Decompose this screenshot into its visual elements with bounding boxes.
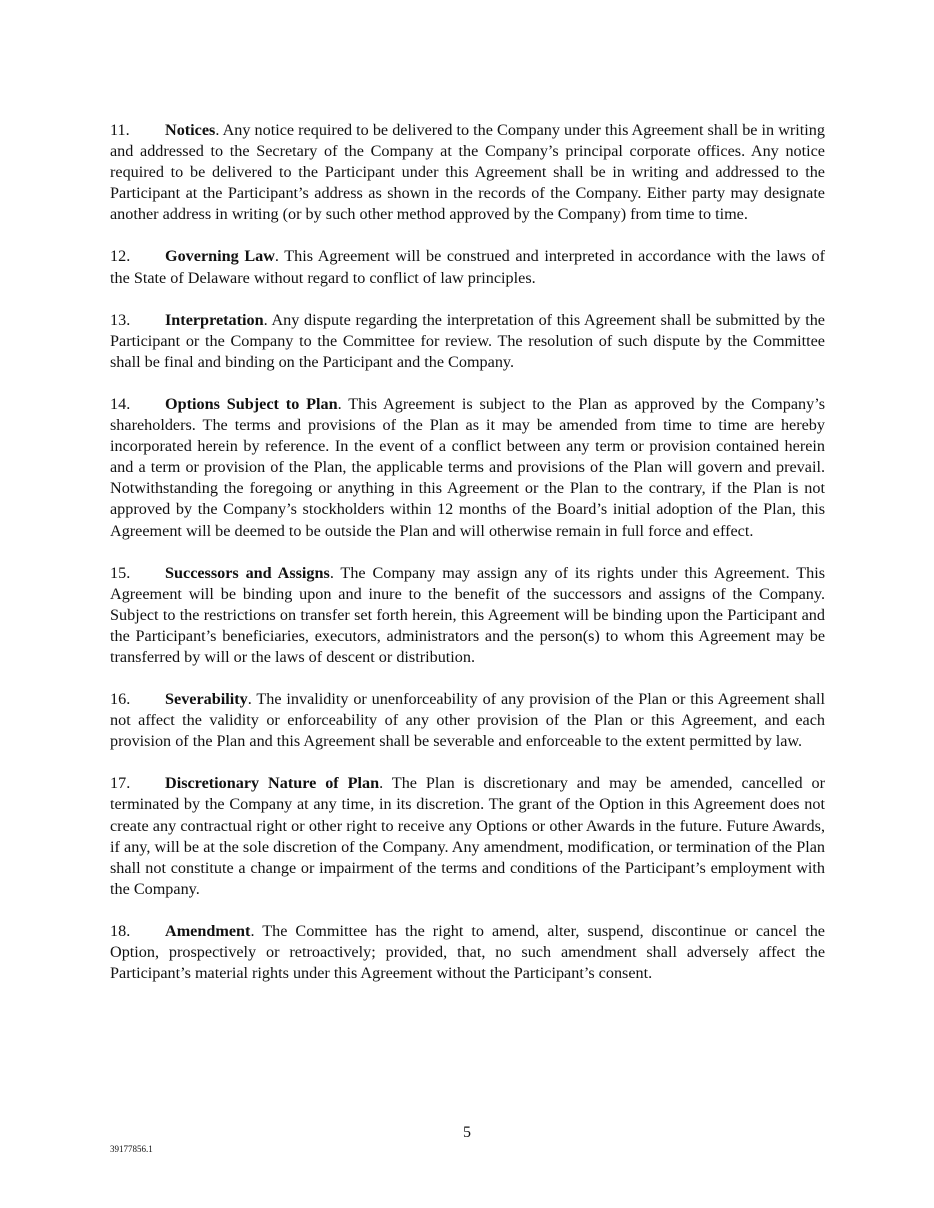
section-text: . This Agreement will be construed and interpreted in accordance with the laws of the State of Delaware without regard to conflict of law principles. bbox=[110, 247, 826, 287]
section-number: 18. bbox=[110, 921, 131, 940]
section-interpretation bbox=[110, 310, 825, 373]
section-governing-law bbox=[110, 246, 825, 288]
section-successors-and-assigns bbox=[110, 563, 825, 668]
section-text: . This Agreement is subject to the Plan as approved by the Company’s shareholders. The terms and provisions of the Plan as it may be amended from time to time are hereby incorporated herein by reference. In the event of a conflict between any term or provision contained herein and a term or provision of the Plan, the applicable terms and provisions of the Plan will govern and prevail. Notwithstanding the foregoing or anything in this Agreement or the Plan to the contrary, if the Plan is not approved by the Company’s stockholders within 12 months of the Board’s initial adoption of the Plan, this Agreement will be deemed to be outside the Plan and will otherwise remain in full force and effect. bbox=[110, 394, 825, 540]
section-text: . Any dispute regarding the interpretation of this Agreement shall be submitted by the Participant or the Company to the Committee for review. The resolution of such dispute by the Committee shall be final and binding on the Participant and the Company. bbox=[110, 310, 825, 371]
section-number: 15. bbox=[110, 563, 131, 582]
section-title: Successors and Assigns bbox=[165, 563, 330, 582]
section-title: Interpretation bbox=[165, 310, 264, 329]
section-number: 11. bbox=[110, 121, 130, 139]
section-severability bbox=[110, 689, 825, 752]
section-title: Notices bbox=[165, 121, 216, 139]
section-text: . The invalidity or unenforceability of any provision of the Plan or this Agreement shall not affect the validity or enforceability of any other provision of the Plan or this Agreement, and each provision of the Plan and this Agreement shall be severable and enforceable to the extent permitted by law. bbox=[110, 690, 825, 751]
document-id: 39177856.1 bbox=[110, 1144, 153, 1154]
section-text: . The Company may assign any of its rights under this Agreement. This Agreement will be binding upon and inure to the benefit of the successors and assigns of the Company. Subject to the restrictions on transfer set forth herein, this Agreement will be binding upon the Participant and the Participant’s beneficiaries, executors, administrators and the person(s) to whom this Agreement may be transferred by will or the laws of descent or distribution. bbox=[110, 563, 826, 666]
section-title: Options Subject to Plan bbox=[165, 394, 338, 413]
section-discretionary-nature-of-plan bbox=[110, 773, 825, 900]
section-title: Severability bbox=[165, 690, 248, 709]
section-number: 12. bbox=[110, 247, 131, 266]
section-number: 17. bbox=[110, 774, 131, 793]
section-title: Discretionary Nature of Plan bbox=[165, 774, 380, 793]
page-number: 5 bbox=[463, 1124, 471, 1141]
section-amendment bbox=[110, 921, 825, 984]
section-title: Governing Law bbox=[165, 247, 275, 266]
section-options-subject-to-plan bbox=[110, 394, 825, 542]
section-number: 13. bbox=[110, 310, 131, 329]
section-number: 16. bbox=[110, 690, 131, 709]
section-text: . Any notice required to be delivered to the Company under this Agreement shall be in writing and addressed to the Secretary of the Company at the Company’s principal corporate offices. Any notice required to be delivered to the Participant under this Agreement shall be in writing and addressed to the Participant at the Participant’s address as shown in the records of the Company. Either party may designate another address in writing (or by such other method approved by the Company) from time to time. bbox=[110, 121, 825, 224]
section-number: 14. bbox=[110, 394, 131, 413]
section-text: . The Plan is discretionary and may be amended, cancelled or terminated by the Company at any time, in its discretion. The grant of the Option in this Agreement does not create any contractual right or other right to receive any Options or other Awards in the future. Future Awards, if any, will be at the sole discretion of the Company. Any amendment, modification, or termination of the Plan shall not constitute a change or impairment of the terms and conditions of the Participant’s employment with the Company. bbox=[110, 774, 825, 898]
section-text: . The Committee has the right to amend, alter, suspend, discontinue or cancel the Option, prospectively or retroactively; provided, that, no such amendment shall adversely affect the Participant’s material rights under this Agreement without the Participant’s consent. bbox=[110, 921, 825, 983]
section-notices bbox=[110, 120, 825, 225]
section-title: Amendment bbox=[165, 921, 251, 940]
document-body bbox=[110, 120, 825, 1005]
